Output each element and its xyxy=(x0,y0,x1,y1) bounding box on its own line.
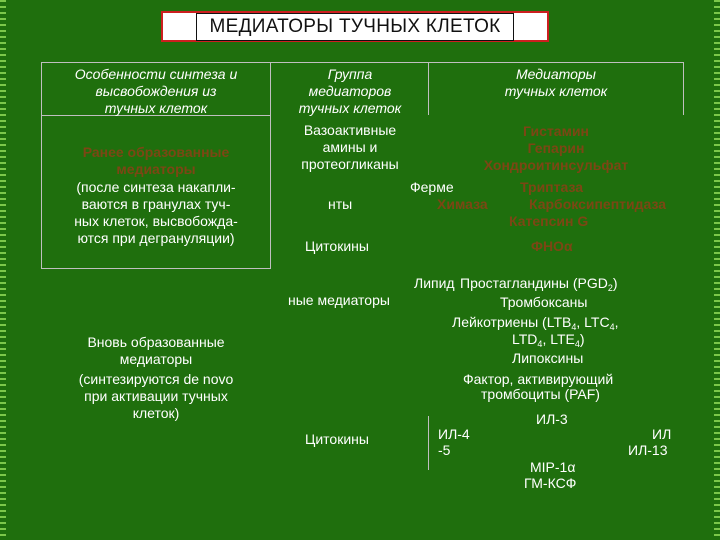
mediator-prostaglandins: Простагландины $(PGD_2)$ xyxy=(460,275,618,293)
preformed-title: Ранее образованные медиаторы xyxy=(82,144,230,177)
right-border-stripe xyxy=(714,0,720,540)
table-row-divider xyxy=(41,268,270,269)
new-description: (синтезируются de novo при активации тучных клеток) xyxy=(78,371,234,421)
cytokine-il-right-part1: ИЛ xyxy=(652,426,672,442)
cytokine-il3: ИЛ-3 xyxy=(536,411,568,427)
mediator-lipoxins: Липоксины xyxy=(512,350,584,366)
group-lipid-part2: ные медиаторы xyxy=(288,292,390,308)
slide-title xyxy=(161,11,549,42)
mediator-tryptase: Триптаза xyxy=(520,179,584,195)
group-enzymes-part2: нты xyxy=(328,196,353,212)
table-border-top xyxy=(41,62,684,63)
header-col1: Особенности синтеза и высвобождения из тучных клеток xyxy=(74,66,238,116)
mediator-heparin: Гепарин xyxy=(527,140,585,156)
mediator-cathepsin-g: Катепсин G xyxy=(509,213,589,229)
group-enzymes-part1: Ферме xyxy=(410,179,454,195)
group-lipid-part1: Липид xyxy=(414,275,455,291)
table-divider-col2 xyxy=(428,62,429,115)
header-col3: Медиаторы тучных клеток xyxy=(504,66,608,99)
slide-title-text: МЕДИАТОРЫ ТУЧНЫХ КЛЕТОК xyxy=(196,13,513,41)
mediator-thromboxanes: Тромбоксаны xyxy=(500,294,588,310)
group-cytokines-new: Цитокины xyxy=(305,431,369,447)
mediator-paf-line1: Фактор, активирующий xyxy=(463,371,614,387)
cytokine-il4-part1: ИЛ-4 xyxy=(438,426,470,442)
cytokine-gm-csf: ГМ-КСФ xyxy=(524,475,577,491)
cytokine-mip1a: MIP-1α xyxy=(530,459,576,475)
mediator-chondroitin-sulfate: Хондроитинсульфат xyxy=(483,157,629,173)
mediator-tnf-alpha: ФНОα xyxy=(531,238,573,254)
mediator-carboxypeptidase: Карбоксипептидаза xyxy=(529,196,667,212)
mediator-chymase: Химаза xyxy=(437,196,488,212)
group-vasoactive-amines: Вазоактивные амины и протеогликаны xyxy=(301,122,399,172)
group-cytokines-preformed: Цитокины xyxy=(305,238,369,254)
cytokine-il13: ИЛ-13 xyxy=(628,442,668,458)
mediator-histamine: Гистамин xyxy=(522,123,590,139)
preformed-description: (после синтеза накапли- ваются в гранулах туч- ных клеток, высвобожда- ются при дегрануляции) xyxy=(74,179,238,246)
mediator-leukotrienes-line1: Лейкотриены ($LTB_4$, $LTC_4$, xyxy=(452,314,619,332)
left-border-stripe xyxy=(0,0,6,540)
table-border-left xyxy=(41,62,42,269)
table-divider-col1 xyxy=(270,62,271,269)
header-col2: Группа медиаторов тучных клеток xyxy=(298,66,402,116)
mediator-leukotrienes-line2: $LTD_4$, $LTE_4$) xyxy=(512,331,585,349)
table-border-right xyxy=(683,62,684,115)
cytokine-il4-part2: -5 xyxy=(438,442,451,458)
new-title: Вновь образованные медиаторы xyxy=(87,334,225,367)
cytokine-box-top xyxy=(428,416,429,470)
mediator-paf-line2: тромбоциты (PAF) xyxy=(481,386,600,402)
